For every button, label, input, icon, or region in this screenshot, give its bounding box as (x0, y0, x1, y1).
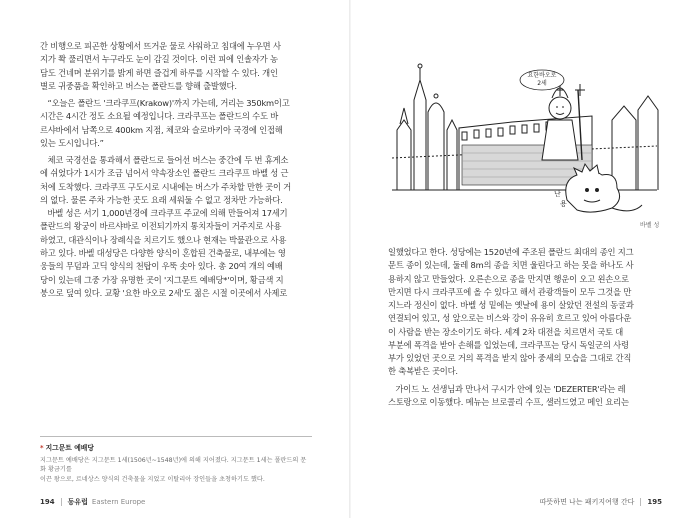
castle-pope-dragon-illustration (392, 50, 662, 230)
footnote-line: 지그문트 예배당은 지그문트 1세(1506년~1548년)에 의해 지어졌다. 지그문트 1세는 폴란드의 문화 황금기를 (40, 456, 307, 474)
text-line: 만지면 다시 크라쿠프에 올 수 있다고 해서 관광객들이 모두 그것을 만 (388, 286, 632, 297)
text-line: 가이드 노 선생님과 만나서 구시가 안에 있는 'DEZERTER'라는 레 (395, 383, 626, 394)
page-number: 195 (640, 498, 662, 506)
svg-text:용: 용 (560, 200, 567, 208)
text-line: 당이 있는데 그중 가장 유명한 곳이 '지그문트 예배당*'이며, 황금색 지 (40, 274, 284, 285)
left-page-body (40, 40, 312, 300)
right-page-body (388, 246, 660, 409)
page-gutter (349, 0, 351, 518)
text-line: 하였고, 대관식이나 장례식을 치르기도 했으나 현재는 박물관으로 사용 (40, 234, 287, 245)
text-line: 부가 있었던 곳으로 거의 폭격을 받지 않아 중세의 모습을 그대로 간직 (388, 353, 632, 364)
text-line: 에 쉬었다가 1시가 조금 넘어서 약속장소인 폴란드 크라쿠프 바벨 성 근 (40, 168, 289, 179)
text-line: 바벨 성은 서기 1,000년경에 크라쿠프 주교에 의해 만들어져 17세기 (47, 208, 288, 219)
quote-line: 시간은 4시간 정도 소요될 예정입니다. 크라쿠프는 폴란드의 수도 바 (40, 111, 279, 122)
text-line: 붕으로 덮여 있다. 교황 '요한 바오로 2세'도 젊은 시절 이곳에서 사제로 (40, 287, 288, 298)
footnote-line: 이끈 왕으로, 르네상스 양식의 건축물을 지었고 이탈리아 장인들을 초청하기도 했다. (40, 475, 265, 483)
right-footer (540, 497, 662, 507)
svg-text:2세: 2세 (537, 80, 547, 87)
left-footer (40, 497, 145, 507)
text-line: 지느라 정신이 없다. 바벨 성 밑에는 옛날에 용이 살았던 전설의 동굴과 (388, 300, 634, 311)
book-title: 동유럽 (61, 498, 88, 506)
quote-line: 르샤바에서 남쪽으로 400km 지점, 체코와 슬로바키아 국경에 인접해 (40, 124, 283, 135)
series-title: Eastern Europe (91, 498, 146, 506)
illustration-caption: 바벨 성 (640, 222, 660, 229)
footnote-divider (40, 436, 312, 437)
speech-text: 요한바오로 (527, 72, 557, 79)
text-line: 담도 건네며 분위기를 밝게 하면 즐겁게 하루를 시작할 수 있다. 개인 (40, 67, 278, 78)
castle-tower-left (397, 120, 411, 190)
footnote-title: * 지그문트 예배당 (40, 444, 94, 452)
text-line: 웅들의 무덤과 고딕 양식의 천탑이 우뚝 솟아 있다. 총 20여 개의 예배 (40, 261, 283, 272)
quote-line: “오늘은 폴란드 '크라쿠프(Krakow)'까지 가는데, 거리는 350km이고 (47, 98, 290, 109)
castle-dome (428, 103, 444, 190)
dragon-figure (566, 164, 642, 212)
text-line: 연결되어 있고, 성 앞으로는 비스와 강이 유유히 흐르고 있어 아름다운 (388, 313, 632, 324)
text-line: 한 축복받은 곳이다. (388, 366, 458, 377)
text-line: 용하지 않고 만들었다. 오른손으로 종을 만지면 행운이 오고 왼손으로 (388, 273, 629, 284)
text-line: 별로 귀중품을 확인하고 버스는 폴란드를 향해 출발했다. (40, 80, 237, 91)
dragon-label: 난 (554, 190, 561, 198)
text-line: 스토랑으로 이동했다. 메뉴는 브로콜리 수프, 샐러드였고 메인 요리는 (388, 396, 629, 407)
quote-line: 있는 도시입니다.” (40, 137, 104, 148)
text-line: 일했었다고 한다. 성당에는 1520년에 주조된 폴란드 최대의 종인 지그 (388, 247, 634, 257)
footnote (40, 443, 312, 484)
text-line: 하고 있다. 바벨 대성당은 다양한 양식이 혼합된 건축물로, 내부에는 영 (40, 247, 286, 258)
text-line: 이 사람을 반는 장소이기도 하다. 세계 2차 대전을 치르면서 국토 대 (388, 326, 624, 337)
text-line: 폴란드의 왕궁이 바르샤바로 이전되기까지 통치자들이 거주지로 사용 (40, 221, 282, 232)
text-line: 체코 국경선을 통과해서 폴란드로 들어선 버스는 중간에 두 번 휴게소 (47, 155, 289, 166)
book-title: 따뜻하면 나는 패키지여행 간다 (539, 498, 635, 506)
text-line: 부분에 폭격을 받아 손해를 입었는데, 크라쿠프는 당시 독일군의 사령 (388, 339, 629, 350)
text-line: 간 비행으로 피곤한 상황에서 뜨거운 물로 샤워하고 침대에 누우면 사 (40, 41, 281, 51)
text-line: 의 없다. 물론 주차 가능한 곳도 요래 세워둘 수 없고 정차만 가능하다. (40, 194, 283, 205)
castle-spire (414, 80, 426, 190)
page-number: 194 (40, 498, 55, 506)
text-line: 지가 쫙 풀리면서 누구라도 눈이 감길 것이다. 이런 피에 인솔자가 농 (40, 54, 278, 65)
text-line: 문트 종이 있는데, 둘레 8m의 종을 치면 울린다고 하는 못을 하나도 사 (388, 260, 634, 271)
text-line: 처에 도착했다. 크라쿠프 구도시로 시내에는 버스가 주차할 만한 곳이 거 (40, 181, 292, 192)
